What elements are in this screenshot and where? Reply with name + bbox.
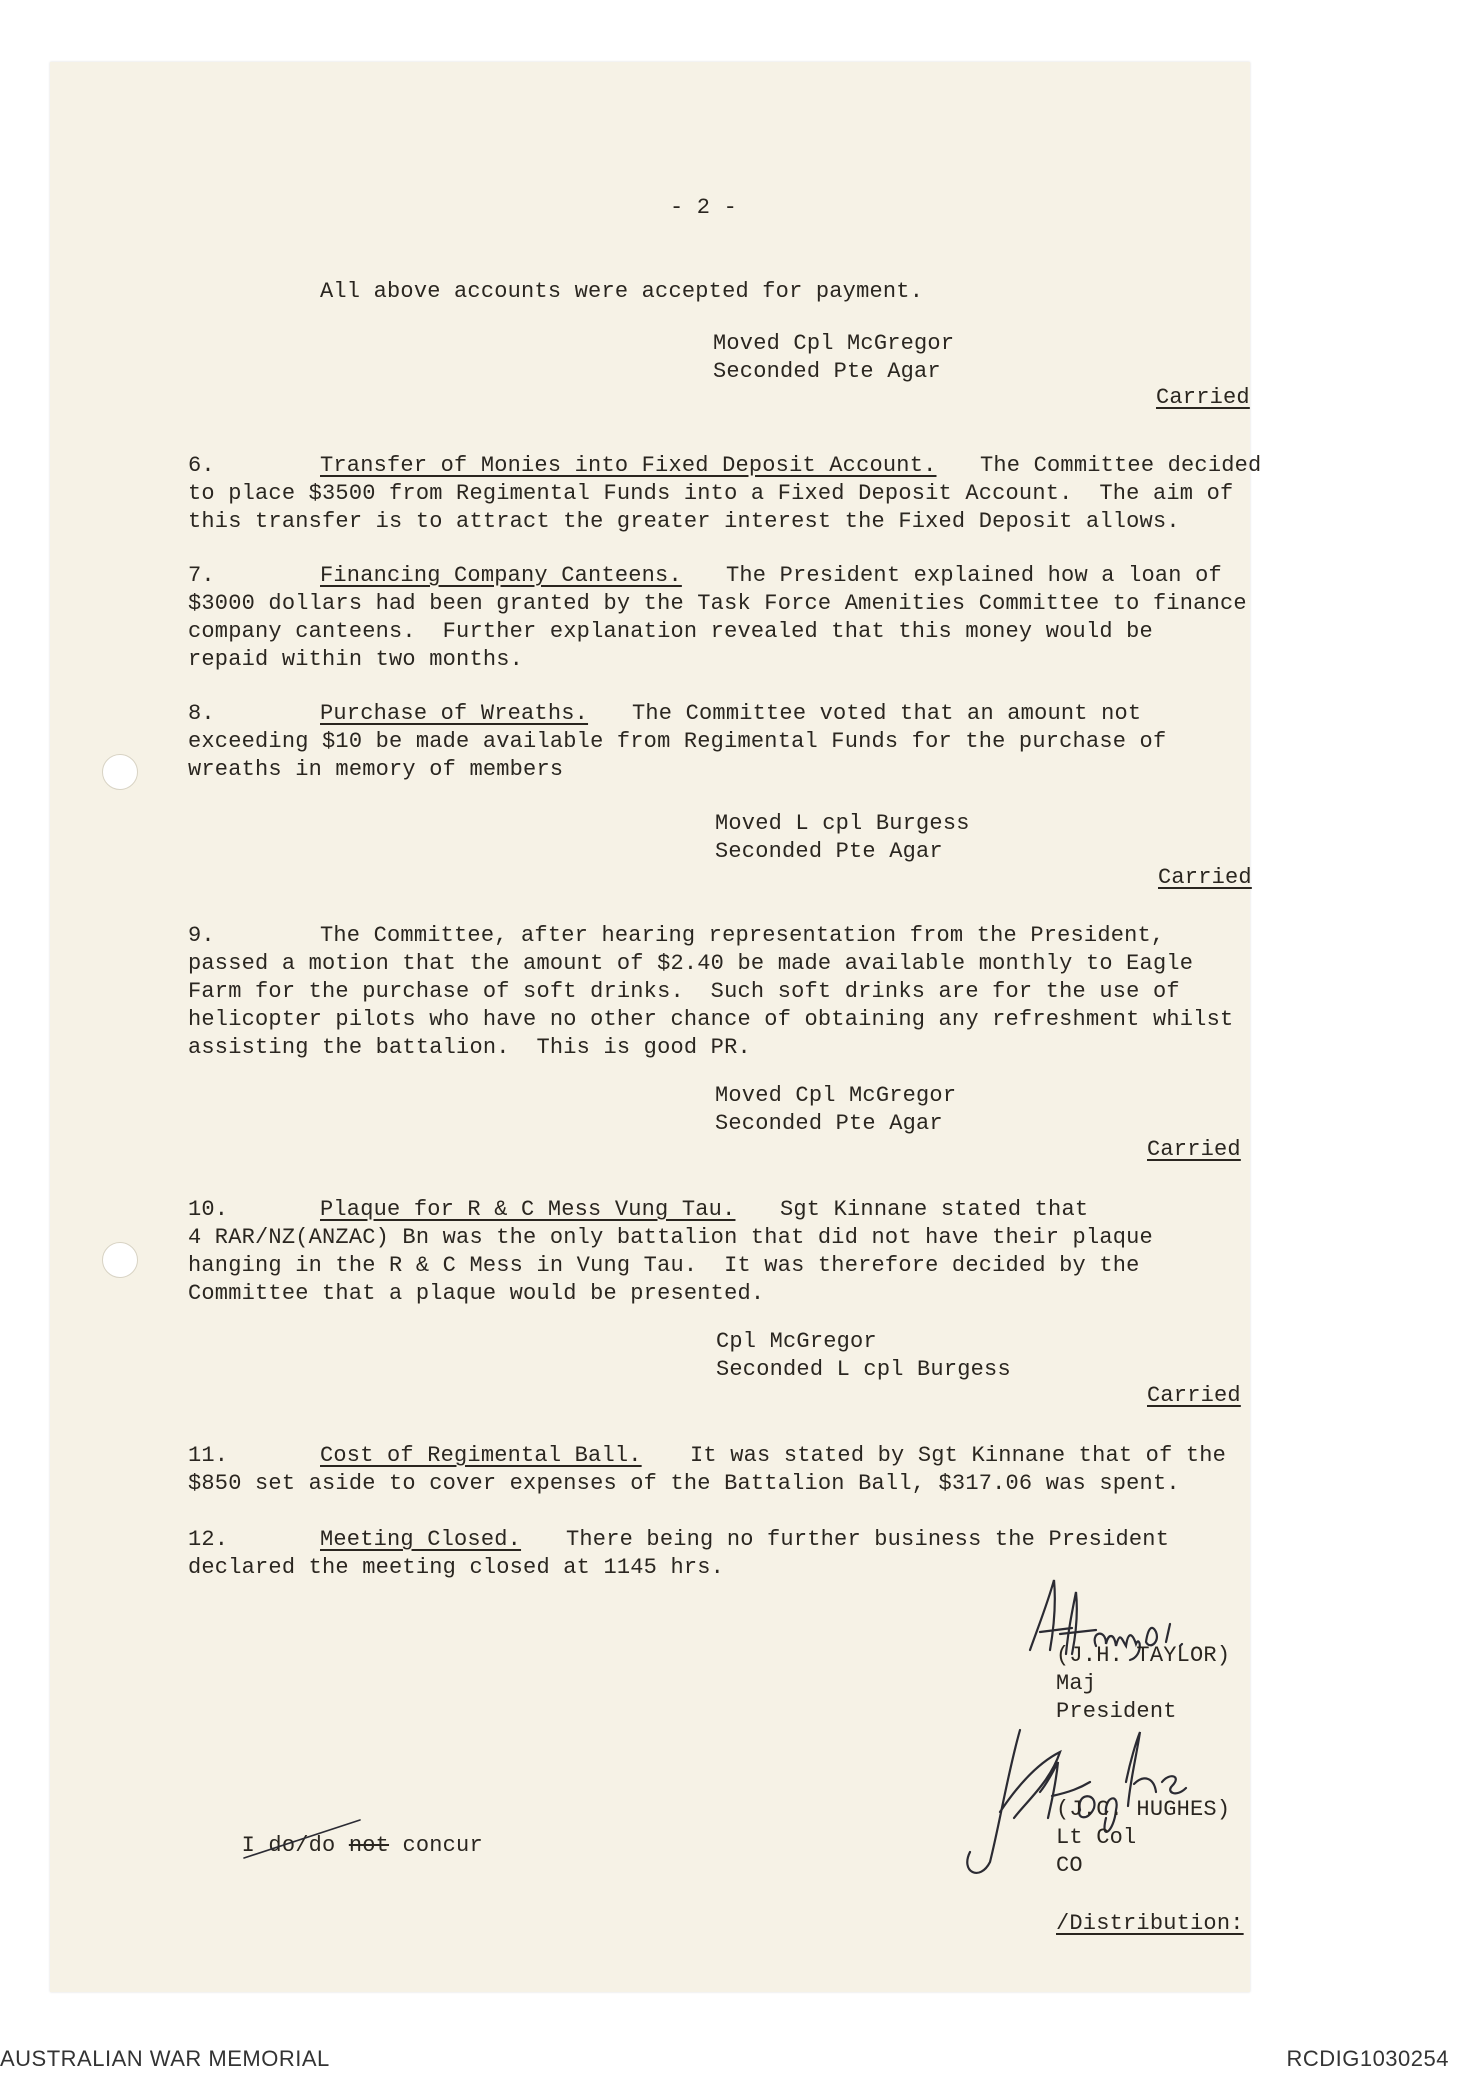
concur-prefix: I do/do [241,1833,349,1858]
concur-strike-mark [240,1814,380,1864]
signatory2-role: CO [1056,1853,1083,1878]
item12-line: declared the meeting closed at 1145 hrs. [188,1555,725,1580]
item7-heading: Financing Company Canteens. [320,563,682,588]
item12-heading: Meeting Closed. [320,1527,522,1552]
vote2-moved: Moved L cpl Burgess [715,811,970,836]
item11-line: $850 set aside to cover expenses of the Battalion Ball, $317.06 was spent. [188,1471,1180,1496]
item7-line: company canteens. Further explanation revealed that this money would be [188,619,1153,644]
vote4-seconded: Seconded L cpl Burgess [716,1357,1011,1382]
item11-number: 11. [188,1443,229,1468]
item10-heading: Plaque for R & C Mess Vung Tau. [320,1197,736,1222]
item8-line: wreaths in memory of members [188,757,564,782]
signatory2-name: (J.C. HUGHES) [1056,1797,1231,1822]
footer-source: AUSTRALIAN WAR MEMORIAL [0,2046,330,2071]
punch-hole-top [102,754,138,790]
accounts-accepted-text: All above accounts were accepted for payment. [320,279,924,304]
item10-line: Committee that a plaque would be presented. [188,1281,765,1306]
vote4-moved: Cpl McGregor [716,1329,877,1354]
item11-line: It was stated by Sgt Kinnane that of the [690,1443,1227,1468]
item10-line: Sgt Kinnane stated that [780,1197,1089,1222]
page-number: - 2 - [670,195,738,220]
item6-line: to place $3500 from Regimental Funds into a Fixed Deposit Account. The aim of [188,481,1234,506]
item9-line: helicopter pilots who have no other chance of obtaining any refreshment whilst [188,1007,1234,1032]
vote2-seconded: Seconded Pte Agar [715,839,943,864]
item10-line: hanging in the R & C Mess in Vung Tau. It was therefore decided by the [188,1253,1140,1278]
vote1-seconded: Seconded Pte Agar [713,359,941,384]
item7-line: $3000 dollars had been granted by the Task Force Amenities Committee to finance [188,591,1247,616]
item6-heading: Transfer of Monies into Fixed Deposit Account. [320,453,937,478]
item6-line: The Committee decided [980,453,1262,478]
vote1-result: Carried [1156,385,1250,410]
vote3-result: Carried [1147,1137,1241,1162]
signatory1-role: President [1056,1699,1177,1724]
vote1-moved: Moved Cpl McGregor [713,331,955,356]
item8-line: exceeding $10 be made available from Regimental Funds for the purchase of [188,729,1167,754]
distribution-label: /Distribution: [1056,1911,1244,1936]
concur-suffix: concur [389,1833,483,1858]
document-page [50,62,1262,1992]
item7-line: The President explained how a loan of [726,563,1222,588]
item7-number: 7. [188,563,215,588]
item12-line: There being no further business the President [566,1527,1170,1552]
vote4-result: Carried [1147,1383,1241,1408]
footer-id: RCDIG1030254 [1286,2046,1449,2071]
signatory2-rank: Lt Col [1056,1825,1137,1850]
item9-number: 9. [188,923,215,948]
item9-line: passed a motion that the amount of $2.40 be made available monthly to Eagle [188,951,1194,976]
signatory1-rank: Maj [1056,1671,1097,1696]
item7-line: repaid within two months. [188,647,524,672]
item9-line: The Committee, after hearing representation from the President, [320,923,1165,948]
concur-struck-word: not [348,1833,390,1858]
item9-line: Farm for the purchase of soft drinks. Such soft drinks are for the use of [188,979,1180,1004]
item6-number: 6. [188,453,215,478]
item8-line: The Committee voted that an amount not [632,701,1142,726]
item8-number: 8. [188,701,215,726]
vote3-seconded: Seconded Pte Agar [715,1111,943,1136]
punch-hole-bottom [102,1242,138,1278]
item8-heading: Purchase of Wreaths. [320,701,589,726]
vote2-result: Carried [1158,865,1252,890]
item10-line: 4 RAR/NZ(ANZAC) Bn was the only battalion that did not have their plaque [188,1225,1153,1250]
vote3-moved: Moved Cpl McGregor [715,1083,957,1108]
item9-line: assisting the battalion. This is good PR. [188,1035,751,1060]
item6-line: this transfer is to attract the greater interest the Fixed Deposit allows. [188,509,1180,534]
item11-heading: Cost of Regimental Ball. [320,1443,642,1468]
signatory1-name: (J.H. TAYLOR) [1056,1643,1231,1668]
item10-number: 10. [188,1197,229,1222]
item12-number: 12. [188,1527,229,1552]
